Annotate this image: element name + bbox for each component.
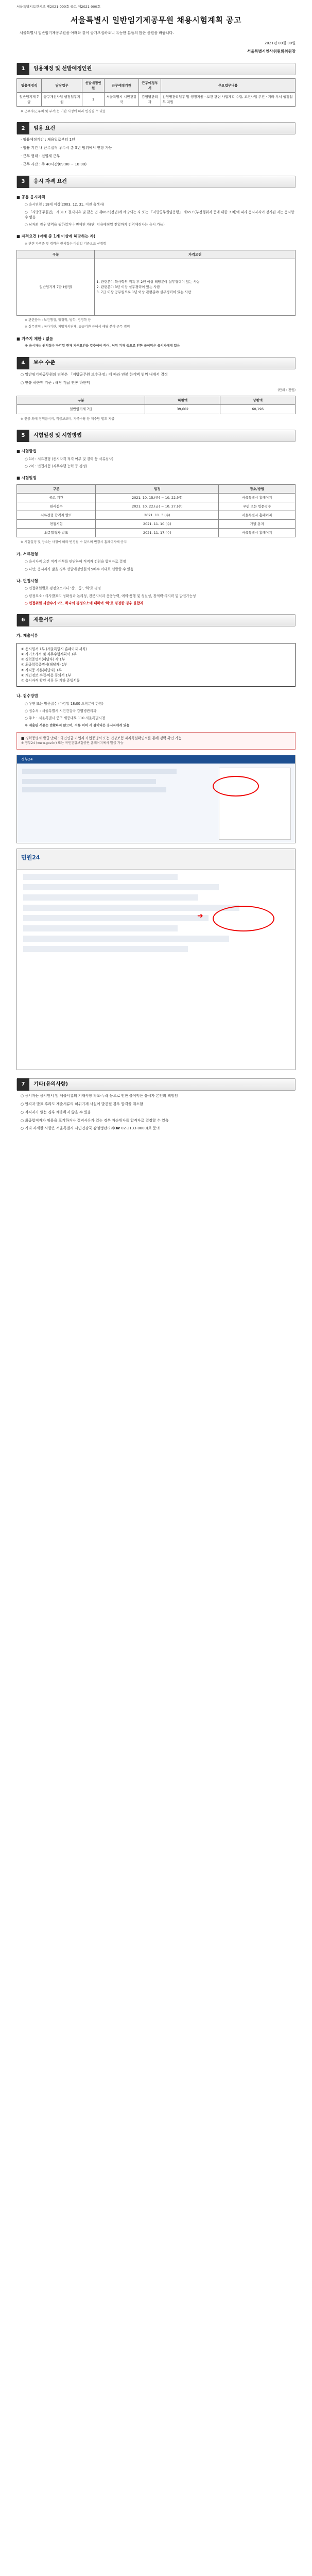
list-item: ○ 기타 자세한 사항은 서울특별시 시민건강국 감염병관리과(☎ 02-2133-0000)로 문의 [21, 1126, 160, 1131]
section-number: 1 [17, 63, 29, 75]
list-item: ○ 접수처 : 서울특별시 시민건강국 감염병관리과 [25, 709, 97, 714]
table-header: 근무예정기관 [104, 78, 139, 92]
list-item: ○ 적격자가 없는 경우 채용하지 않을 수 있음 [21, 1110, 91, 1114]
subsection-title: ■ 자격요건 (아래 중 1개 이상에 해당하는 자) [16, 234, 96, 239]
website-screenshot-1 [16, 755, 296, 843]
list-item: ○ 면접위원 과반수가 어느 하나의 평정요소에 대하여 '하'로 평정한 경우 불합격 [25, 601, 144, 605]
section-header-6 [16, 614, 296, 626]
table-header: 구분 [17, 250, 95, 259]
table-row [17, 511, 296, 520]
list-item: · 근무 형태 : 전일제 근무 [21, 154, 60, 159]
site-header: 민원24 [17, 849, 295, 870]
section-header-7 [16, 1078, 296, 1091]
placeholder-row [23, 946, 188, 952]
note-text: ※ 관련 자격증 및 경력은 원서접수 마감일 기준으로 산정함 [25, 242, 107, 246]
list-item: ○ 응시자는 응시원서 및 제출서류의 기재사항 착오·누락 등으로 인한 불이익은 응시자 본인의 책임임 [21, 1094, 178, 1098]
section-label: 시험일정 및 시험방법 [33, 433, 82, 439]
table-cell: 최종합격자 발표 [17, 529, 96, 537]
table-cell: 39,602 [145, 405, 220, 414]
schedule-table [16, 484, 296, 537]
arrow-icon: ➜ [197, 912, 203, 921]
table-cell: 개별 통지 [219, 520, 296, 529]
list-item: ② 자기소개서 및 직무수행계획서 1부 [21, 652, 77, 656]
placeholder-row [23, 936, 229, 942]
table-cell: 공구개선사업 행정업무지원 [42, 92, 82, 106]
list-item: ○ 주소 : 서울특별시 중구 세종대로 110 서울특별시청 [25, 716, 106, 721]
highlight-circle-icon [213, 906, 274, 931]
placeholder-row [22, 779, 156, 784]
warning-text: ※ 제출된 서류는 반환하지 않으며, 서류 미비 시 불이익은 응시자에게 있음 [25, 723, 130, 727]
placeholder-row [22, 787, 166, 792]
table-row [17, 502, 296, 511]
section-label: 제출서류 [33, 617, 54, 623]
placeholder-row [23, 884, 219, 890]
table-header: 주요업무내용 [161, 78, 295, 92]
table-cell: 1. 관련분야 학사학위 취득 후 2년 이상 해당분야 실무경력이 있는 사람 2. 관련분야 3년 이상 실무경력이 있는 사람 3. 7급 이상 공무원으로 1년 이상 관련분야 실무경력이 있는 사람 [95, 259, 296, 315]
table-header: 구분 [17, 396, 145, 405]
section-header-1 [16, 63, 296, 75]
list-item: ○ 일반임기제공무원의 연봉은 「지방공무원 보수규정」에 따라 연봉 한계액 범위 내에서 결정 [21, 372, 168, 377]
table-cell: 공고 기간 [17, 493, 96, 502]
section-label: 임용예정 및 선발예정인원 [33, 65, 92, 72]
subsection-title: 가. 서류전형 [16, 551, 38, 556]
table-cell: 서울특별시 홈페이지 [219, 493, 296, 502]
list-item: ⑥ 개인정보 수집·이용 동의서 1부 [21, 673, 72, 677]
placeholder-row [23, 874, 178, 880]
list-item: ○ 연봉 하한액 기준 : 해당 직급 연봉 하한액 [21, 380, 90, 385]
table-cell: 원서접수 [17, 502, 96, 511]
warning-text: ※ 응시자는 원서접수 마감일 현재 자격요건을 갖추어야 하며, 허위 기재 등으로 인한 불이익은 응시자에게 있음 [25, 344, 180, 348]
placeholder-row [22, 769, 177, 774]
section-label: 응시 자격 요건 [33, 179, 67, 185]
list-item: ○ 최종합격자가 임용을 포기하거나 결격사유가 있는 경우 차순위자를 합격자로 결정할 수 있음 [21, 1118, 169, 1123]
highlight-circle-icon [213, 776, 259, 796]
table-cell: 2021. 11. 10.(수) [96, 520, 219, 529]
table-cell: 서울특별시 홈페이지 [219, 529, 296, 537]
list-item: · 근무 시간 : 주 40시간(09:00 ~ 18:00) [21, 162, 87, 166]
table-cell: 일반임기제 7급 [17, 92, 42, 106]
list-item: ① 응시원서 1부 (서울특별시 홈페이지 서식) [21, 647, 87, 651]
table-cell: 1 [82, 92, 104, 106]
table-row [17, 529, 296, 537]
section-number: 7 [17, 1078, 29, 1091]
table-header: 담당업무 [42, 78, 82, 92]
website-screenshot-2 [16, 849, 296, 1070]
issuer: 서울특별시인사위원회위원장 [247, 48, 296, 54]
subsection-title: 나. 접수방법 [16, 693, 38, 699]
placeholder-row [23, 905, 239, 911]
intro-text: 서울특별시 일반임기제공무원을 아래와 같이 공개모집하오니 유능한 분들의 많은 응원을 바랍니다. [20, 31, 174, 36]
section-number: 5 [17, 430, 29, 442]
table-cell: 서류전형 합격자 발표 [17, 511, 96, 520]
list-item: ○ 우편 또는 방문접수 (마감일 18:00 도착분에 한함) [25, 701, 103, 706]
subsection-title: ■ 시험방법 [16, 449, 37, 454]
list-item: ⑤ 자격증 사본(해당자) 1부 [21, 668, 62, 672]
table-header: 장소/방법 [219, 484, 296, 493]
section-header-2 [16, 122, 296, 134]
document-list-box [16, 643, 296, 687]
table-header: 자격요건 [95, 250, 296, 259]
table-cell: 2021. 11. 3.(수) [96, 511, 219, 520]
list-item: ③ 경력증명서(해당자) 각 1부 [21, 657, 65, 662]
notice-number: 서울특별시보건시보 제2021-000호 공고 제2021-000호 [16, 5, 100, 9]
list-item: ○ 응시자격 요건 적격 여부를 판단하여 적격자 전원을 합격자로 결정 [25, 560, 126, 564]
table-cell: 우편 또는 방문접수 [219, 502, 296, 511]
table-cell: 감염병관리업무 및 행정지원 · 보건 관련 사업계획 수립, 보건사업 추진 · 기타 부서 행정업무 지원 [161, 92, 295, 106]
section-label: 보수 수준 [33, 360, 56, 366]
note-text: ※ 관련분야 : 보건행정, 행정학, 법학, 경영학 등 [25, 318, 91, 322]
placeholder-row [23, 894, 198, 901]
list-item: · 임용예정기간 : 채용일로부터 1년 [21, 138, 75, 142]
table-cell: 면접시험 [17, 520, 96, 529]
list-item: ○ 응시연령 : 18세 이상(2003. 12. 31. 이전 출생자) [25, 202, 105, 207]
qualification-table [16, 250, 296, 316]
list-item: ④ 최종학력증명서(해당자) 1부 [21, 663, 67, 667]
note-text: ※ 시험일정 및 장소는 사정에 따라 변경될 수 있으며 변경시 홈페이지에 공지 [21, 540, 127, 545]
guide-note: ※ 정부24 (www.gov.kr) 또는 국민건강보험공단 홈페이지에서 발급 가능 [21, 741, 124, 745]
table-cell: 2021. 10. 15.(금) ~ 10. 22.(금) [96, 493, 219, 502]
table-header: 선발예정인원 [82, 78, 104, 92]
table-header: 임용예정직 [17, 78, 42, 92]
list-item: · 임용 기간 내 근무실적 우수시 총 5년 범위에서 연장 가능 [21, 146, 112, 150]
list-item: ○ 남자의 경우 병역을 필하였거나 면제된 자(단, 임용예정일 전일까지 전역예정자는 응시 가능) [25, 223, 165, 227]
table-cell: 서울특별시 홈페이지 [219, 511, 296, 520]
notice-date: 2021년 00월 00일 [264, 41, 296, 46]
table-cell: 일반임기제 7급 (행정) [17, 259, 95, 315]
table-row [17, 92, 296, 106]
salary-table [16, 396, 296, 414]
section-header-3 [16, 176, 296, 188]
table-cell: 일반임기제 7급 [17, 405, 145, 414]
section-header-4 [16, 357, 296, 369]
section-header-5 [16, 430, 296, 442]
table-header: 상한액 [220, 396, 296, 405]
table-header: 구분 [17, 484, 96, 493]
section-label: 임용 요건 [33, 125, 56, 131]
list-item: ○ 면접위원별로 평정요소마다 '상', '중', '하'로 평정 [25, 586, 101, 591]
guide-text: ■ 경력증명서 발급 안내 : 국민연금 가입자 가입증명서 또는 건강보험 자격득실확인서를 통해 경력 확인 가능 [21, 736, 182, 741]
list-item: ○ 2차 : 면접시험 (직무수행 능력 등 평정) [25, 464, 88, 468]
list-item: ○ 「지방공무원법」 제31조 결격사유 및 같은 법 제66조(정년)에 해당되는 자 또는 「지방공무원임용령」 제65조(부정행위자 등에 대한 조치)에 따라 응시자격이 정지된 자는 응시할 수 없음 [25, 210, 294, 219]
section-number: 6 [17, 614, 29, 626]
table-header: 하한액 [145, 396, 220, 405]
table-cell: 2021. 10. 22.(금) ~ 10. 27.(수) [96, 502, 219, 511]
note-text: ※ 실무경력 : 국가기관, 지방자치단체, 공공기관 등에서 해당 분야 근무 경력 [25, 325, 130, 329]
section-number: 3 [17, 176, 29, 188]
table-cell: 60,196 [220, 405, 296, 414]
table-header: 일정 [96, 484, 219, 493]
table-header: 근무예정부서 [139, 78, 161, 92]
section-number: 4 [17, 357, 29, 369]
table-row [17, 405, 296, 414]
placeholder-row [23, 915, 209, 921]
subsection-title: 가. 제출서류 [16, 633, 38, 638]
list-item: ○ 1차 : 서류전형 (응시자격 적격 여부 및 경력 등 서류심사) [25, 456, 114, 461]
certificate-guide-box [16, 732, 296, 750]
table-note: ※ 근무지(근무처 및 부서)는 기관 사정에 따라 변경될 수 있음 [21, 109, 106, 113]
list-item: ○ 평정요소 : 의사발표의 정확성과 논리성, 전문지식과 응용능력, 예의·품행 및 성실성, 창의력·의지력 및 발전가능성 [25, 594, 196, 598]
subsection-title: ■ 공통 응시자격 [16, 194, 45, 199]
placeholder-row [23, 925, 178, 931]
unit-label: (단위 : 천원) [278, 388, 296, 392]
subsection-title: ■ 거주지 제한 : 없음 [16, 336, 54, 341]
list-item: ○ 다만, 응시자가 많을 경우 선발예정인원의 5배수 이내로 선발할 수 있음 [25, 567, 134, 571]
list-item: ○ 합격자 발표 후라도 제출서류의 허위기재 사실이 발견될 경우 합격을 취소함 [21, 1101, 143, 1106]
section-label: 기타(유의사항) [33, 1081, 68, 1088]
list-item: ⑦ 응시자격 확인 서류 등 기타 증빙서류 [21, 679, 80, 683]
subsection-title: ■ 시험일정 [16, 476, 37, 481]
table-row [17, 259, 296, 315]
table-cell: 서울특별시 시민건강국 [104, 92, 139, 106]
note-text: ※ 연봉 외에 정액급식비, 직급보조비, 가족수당 등 제수당 별도 지급 [21, 417, 115, 421]
table-row [17, 520, 296, 529]
subsection-title: 나. 면접시험 [16, 578, 38, 583]
section-number: 2 [17, 122, 29, 134]
position-table [16, 78, 296, 107]
table-cell: 2021. 11. 17.(수) [96, 529, 219, 537]
site-header: 정부24 [17, 755, 295, 764]
table-row [17, 493, 296, 502]
table-cell: 감염병관리과 [139, 92, 161, 106]
page-title: 서울특별시 일반임기제공무원 채용시험계획 공고 [71, 15, 241, 25]
